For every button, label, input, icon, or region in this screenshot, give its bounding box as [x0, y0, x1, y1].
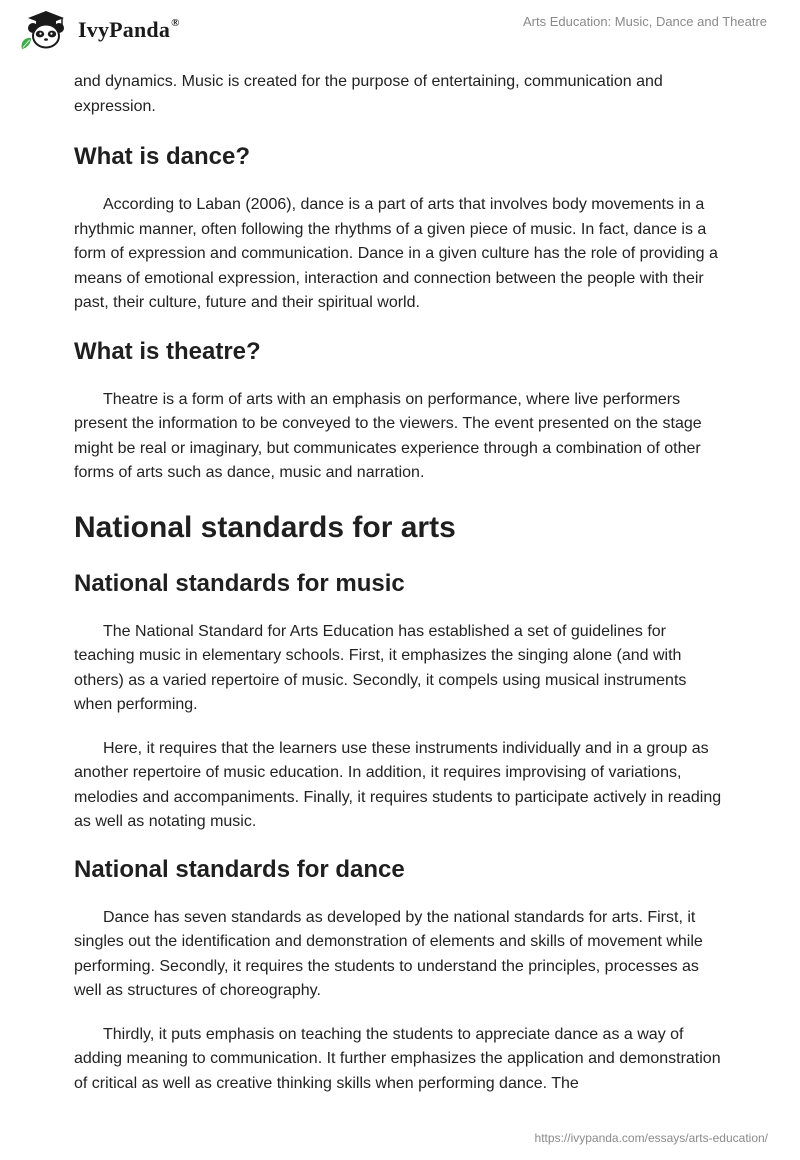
article-body [74, 70, 724, 1096]
page-header [0, 0, 800, 60]
heading-national-standards-for-arts: National standards for arts [74, 510, 456, 544]
music-standards-paragraph-2: Here, it requires that the learners use these instruments individually and in a group as another repertoire of music education. In addition, it requires improvising of variations, melodies and accompaniments. Finally, it requires students to participate actively in reading as well as notating music. [74, 739, 722, 830]
dance-standards-paragraph-1: Dance has seven standards as developed by the national standards for arts. First, it singles out the identification and demonstration of elements and skills of movement while performing. Secondly, it requires the students to understand the principles, processes as well as structures of choreography. [74, 908, 703, 999]
heading-national-standards-for-music: National standards for music [74, 569, 405, 597]
music-standards-paragraph-1: The National Standard for Arts Education has established a set of guidelines for teaching music in elementary schools. First, it emphasizes the singing alone (and with others) as a varied repertoire of music. Secondly, it compels using musical instruments when performing. [74, 622, 687, 713]
intro-continuation-paragraph: and dynamics. Music is created for the purpose of entertaining, communication and expression. [74, 73, 663, 115]
brand-name [78, 17, 180, 43]
dance-standards-paragraph-2: Thirdly, it puts emphasis on teaching the students to appreciate dance as a way of adding meaning to communication. It further emphasizes the application and demonstration of critical as well as creative thinking skills when performing dance. The [74, 1025, 721, 1092]
dance-paragraph: According to Laban (2006), dance is a part of arts that involves body movements in a rhythmic manner, often following the rhythms of a given piece of music. In fact, dance is a form of expression and communication. Dance in a given culture has the role of providing a means of emotional expression, interaction and connection between the people with their past, their culture, future and their spiritual world. [74, 196, 718, 311]
heading-what-is-theatre: What is theatre? [74, 337, 261, 365]
theatre-paragraph: Theatre is a form of arts with an emphasis on performance, where live performers present the information to be conveyed to the viewers. The event presented on the stage might be real or imaginary, but communicates experience through a combination of other forms of arts such as dance, music and narration. [74, 390, 702, 481]
heading-what-is-dance: What is dance? [74, 143, 251, 170]
ivypanda-logo[interactable] [16, 9, 180, 51]
panda-graduate-icon [16, 9, 72, 51]
running-title: Arts Education: Music, Dance and Theatre [523, 14, 767, 29]
registered-mark: ® [171, 17, 180, 29]
brand-name-text: IvyPanda [78, 17, 171, 42]
heading-national-standards-for-dance: National standards for dance [74, 855, 405, 883]
footer-source-url[interactable]: https://ivypanda.com/essays/arts-education/ [534, 1131, 768, 1145]
